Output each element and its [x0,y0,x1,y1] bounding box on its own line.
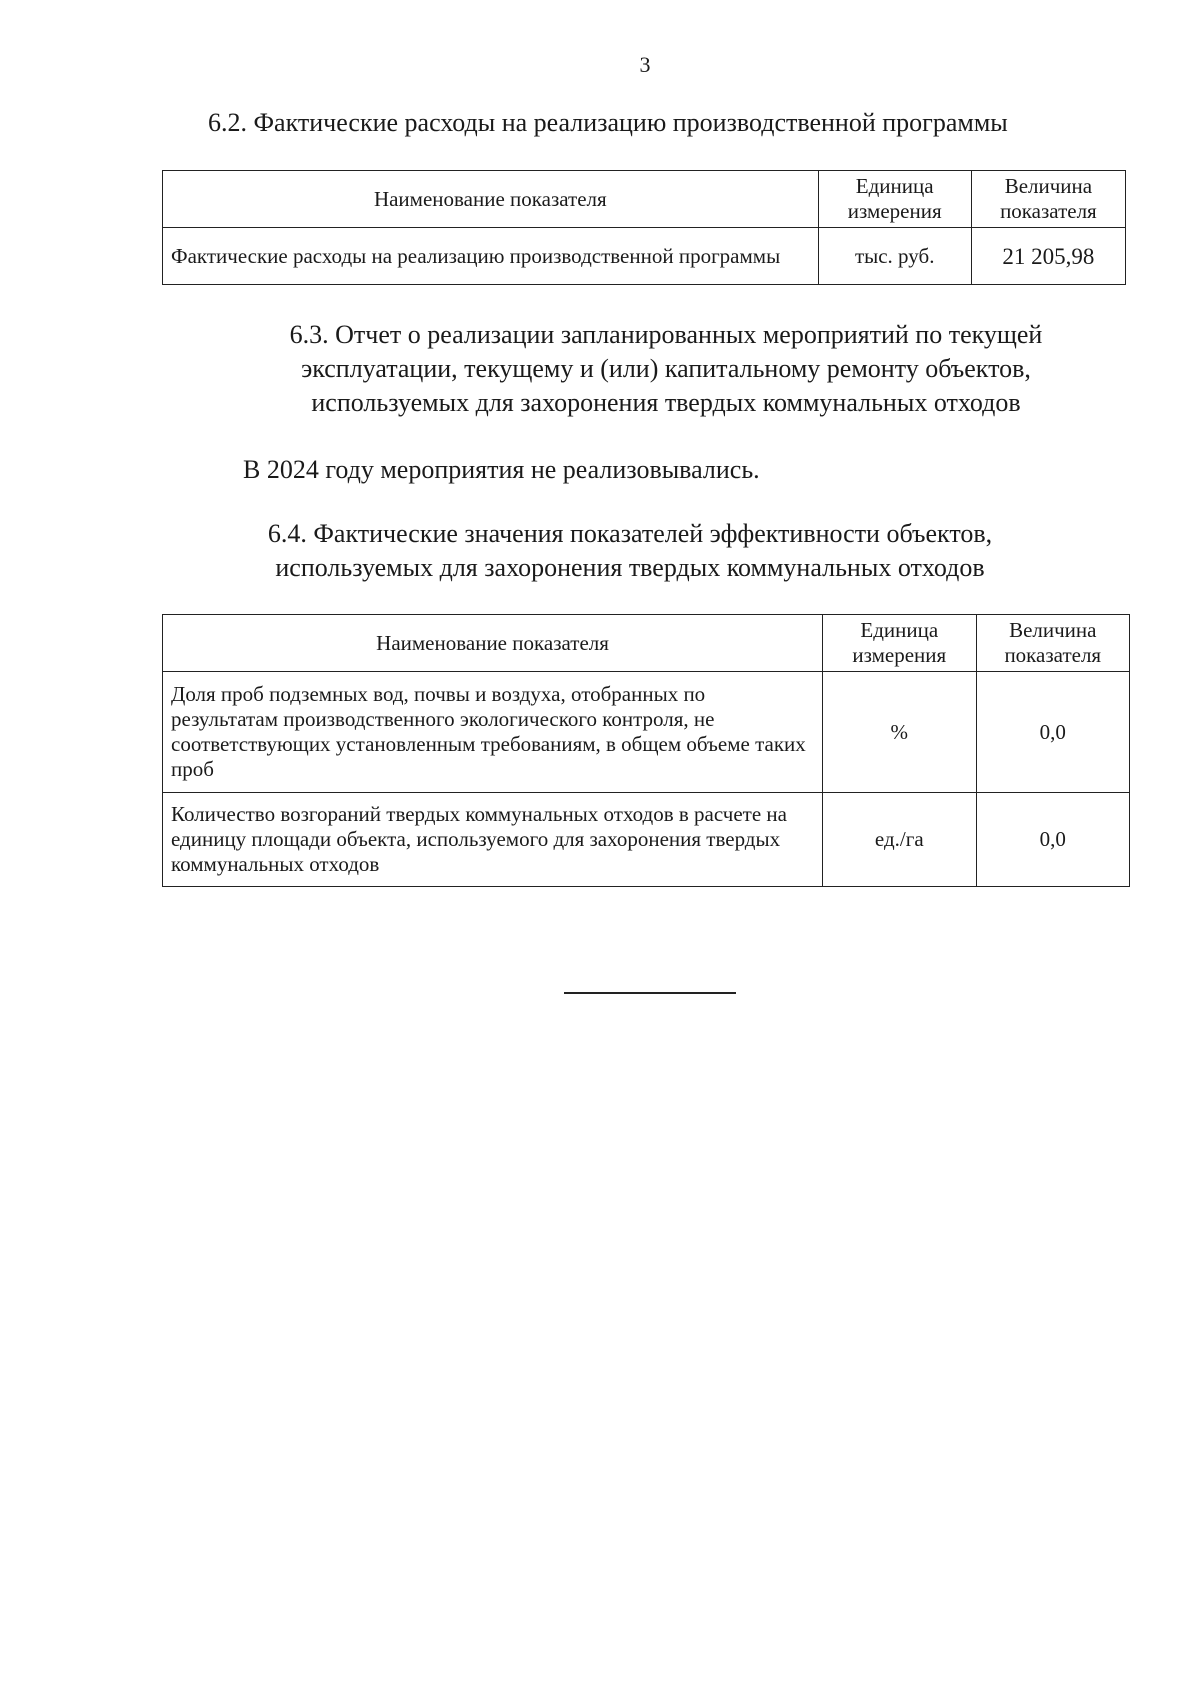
column-header-unit: Единица измерения [818,171,971,228]
indicator-unit: тыс. руб. [818,228,971,285]
column-header-value: Величина показателя [976,615,1129,672]
indicator-name: Количество возгораний твердых коммунальных отходов в расчете на единицу площади объекта, используемого для захоронения твердых коммунальных отходов [163,793,823,887]
efficiency-table [162,614,1130,887]
column-header-name: Наименование показателя [163,171,819,228]
table-header-row [163,171,1126,228]
table-header-row [163,615,1130,672]
section-6-3-heading: 6.3. Отчет о реализации запланированных мероприятий по текущей эксплуатации, текущему и (или) капитальному ремонту объектов, используемых для захоронения твердых коммунальных отходов [289,320,1043,417]
column-header-value: Величина показателя [971,171,1125,228]
indicator-name: Доля проб подземных вод, почвы и воздуха, отобранных по результатам производственного экологического контроля, не соответствующих установленным требованиям, в общем объеме таких проб [163,672,823,793]
section-6-3-text: В 2024 году мероприятия не реализовывались. [243,455,760,484]
section-6-2-heading: 6.2. Фактические расходы на реализацию производственной программы [208,108,1008,137]
table-row [163,793,1130,887]
end-of-document-line [564,992,736,994]
indicator-value: 0,0 [976,793,1129,887]
indicator-value: 21 205,98 [971,228,1125,285]
table-row [163,672,1130,793]
expenses-table [162,170,1126,285]
column-header-name: Наименование показателя [163,615,823,672]
indicator-unit: % [823,672,976,793]
column-header-unit: Единица измерения [823,615,976,672]
indicator-value: 0,0 [976,672,1129,793]
indicator-name: Фактические расходы на реализацию производственной программы [163,228,819,285]
page-number: 3 [639,52,651,77]
indicator-unit: ед./га [823,793,976,887]
section-6-4-heading: 6.4. Фактические значения показателей эффективности объектов, используемых для захоронения твердых коммунальных отходов [267,519,993,582]
table-row [163,228,1126,285]
